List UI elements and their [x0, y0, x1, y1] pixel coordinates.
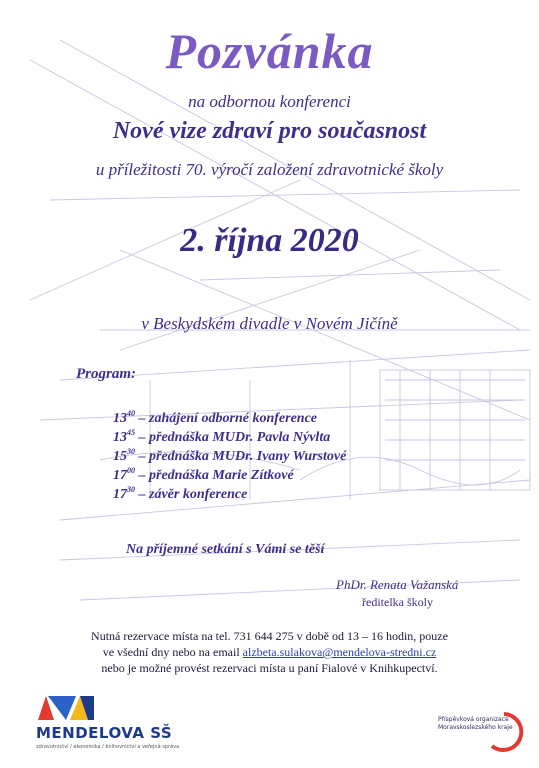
- program-item: [113, 480, 346, 502]
- program-label: Program:: [76, 366, 136, 382]
- program-item: [113, 442, 347, 464]
- notice-line-3: nebo je možné provést rezervaci místa u paní Fialové v Knihkupectví.: [101, 661, 438, 675]
- program-minute: 30: [127, 485, 135, 494]
- program-text: – zahájení odborné konference: [135, 411, 317, 426]
- notice-line-2-prefix: ve všední dny nebo na email: [102, 645, 243, 659]
- conference-name: Nové vize zdraví pro současnost: [112, 118, 427, 144]
- notice-line-2: [0, 644, 539, 660]
- subtitle-line: na odbornou konferenci: [188, 92, 351, 111]
- program-item: [113, 423, 346, 445]
- logo-tagline: zdravotnictví / ekonomika / knihovnictví a veřejná správa: [36, 744, 180, 750]
- partner-text: [438, 716, 513, 732]
- signature-name: PhDr. Renata Važanská: [336, 577, 459, 592]
- invitation-title: Pozvánka: [165, 23, 374, 79]
- program-list: [113, 404, 347, 502]
- program-text: – závěr konference: [135, 487, 248, 502]
- program-text: – přednáška MUDr. Ivany Wurstové: [135, 449, 347, 464]
- partner-line-1: Příspěvková organizace: [438, 716, 509, 723]
- mendelova-logo: [36, 694, 180, 754]
- program-hour: 15: [113, 449, 127, 464]
- partner-line-2: Moravskoslezského kraje: [438, 724, 513, 731]
- program-text: – přednáška MUDr. Pavla Nývlta: [135, 430, 331, 445]
- program-minute: 00: [127, 466, 135, 475]
- partner-logo: [434, 708, 526, 754]
- program-hour: 13: [113, 430, 127, 445]
- event-date: 2. října 2020: [180, 222, 359, 259]
- program-text: – přednáška Marie Zítkové: [135, 468, 294, 483]
- program-item: [113, 404, 346, 426]
- program-hour: 13: [113, 411, 127, 426]
- program-hour: 17: [113, 487, 127, 502]
- program-minute: 30: [127, 447, 135, 456]
- email-link[interactable]: alzbeta.sulakova@mendelova-stredni.cz: [242, 645, 437, 659]
- event-venue: v Beskydském divadle v Novém Jičíně: [141, 314, 398, 333]
- occasion-line: u příležitosti 70. výročí založení zdravotnické školy: [95, 160, 444, 179]
- program-minute: 45: [127, 428, 135, 437]
- closing-greeting: Na příjemné setkání s Vámi se těší: [126, 542, 325, 557]
- logo-name: MENDELOVA SŠ: [36, 724, 173, 742]
- notice-line-1: Nutná rezervace místa na tel. 731 644 275 v době od 13 – 16 hodin, pouze: [91, 629, 448, 643]
- signature-role: ředitelka školy: [362, 595, 433, 609]
- program-hour: 17: [113, 468, 127, 483]
- reservation-notice: [0, 628, 539, 676]
- mendelova-m-icon: [36, 694, 96, 722]
- program-minute: 40: [127, 409, 135, 418]
